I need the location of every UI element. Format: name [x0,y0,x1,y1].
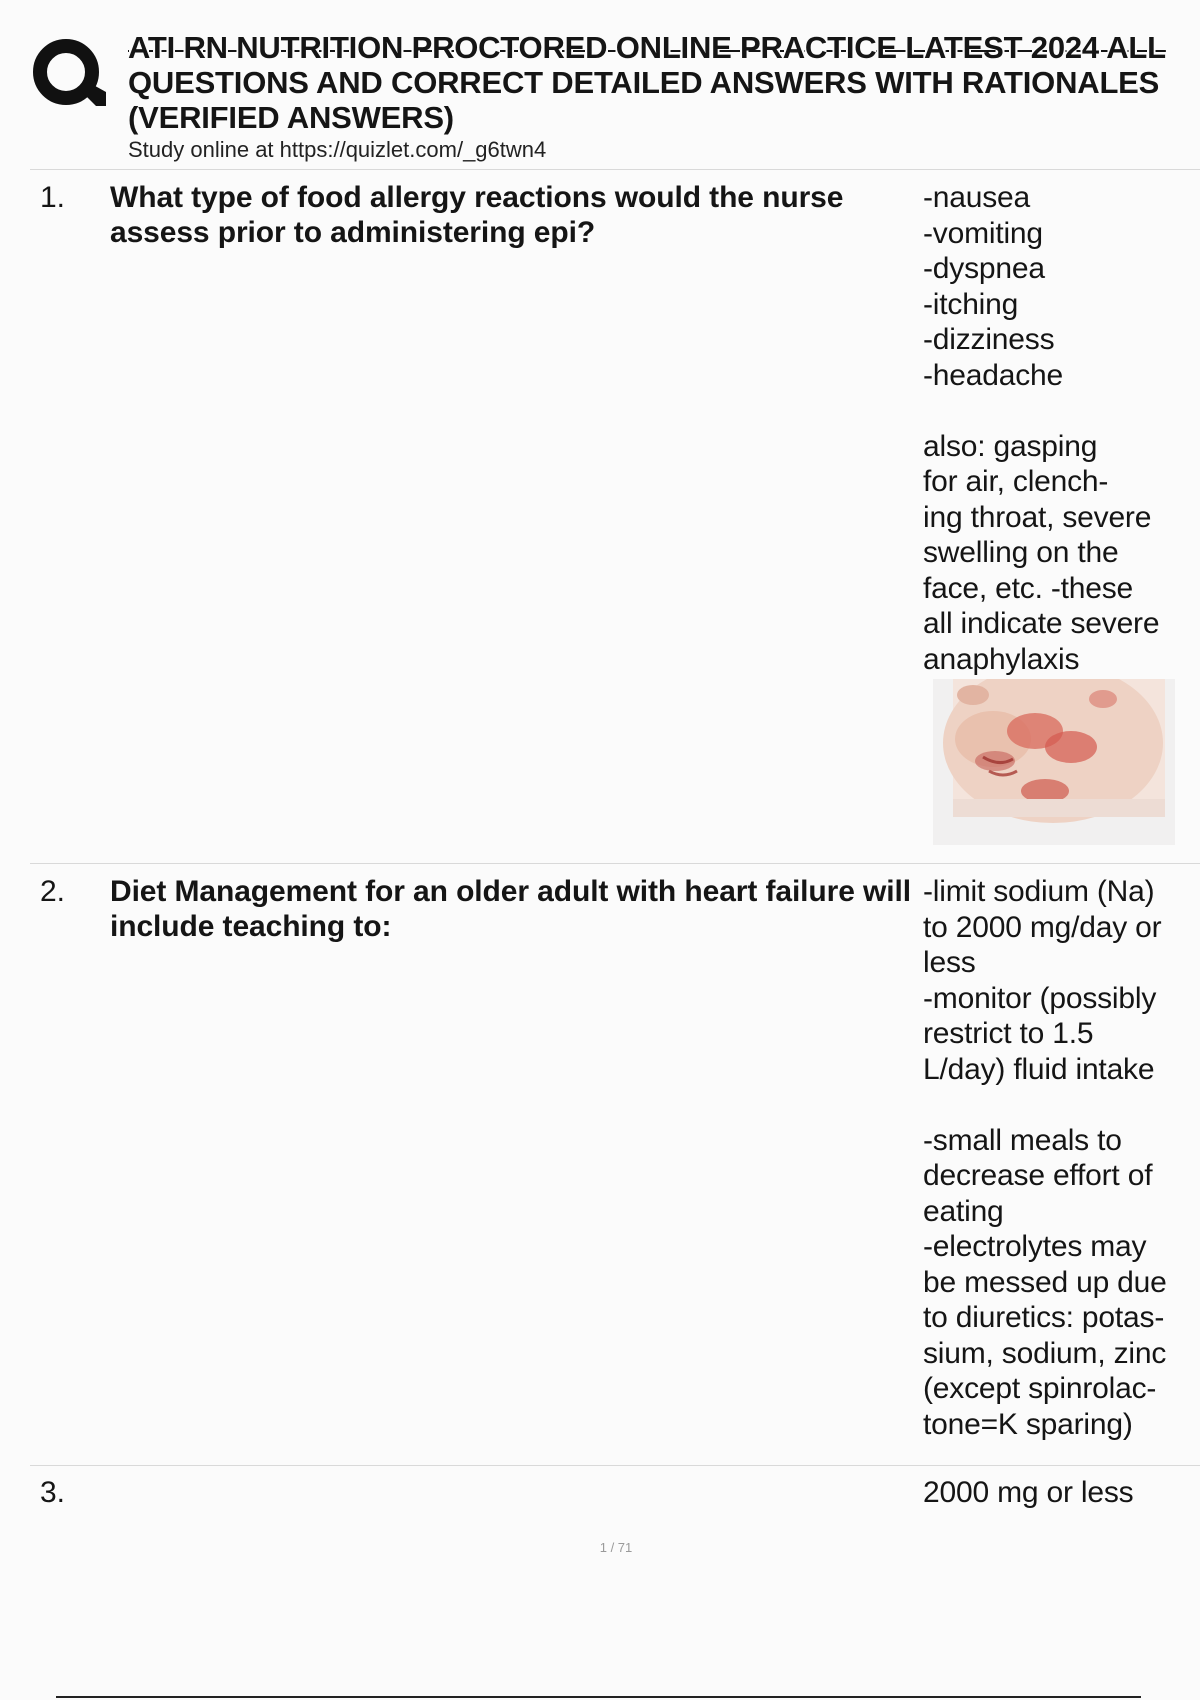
header-divider [30,169,1200,170]
title-line-2: QUESTIONS AND CORRECT DETAILED ANSWERS WITH RATIONALES [128,65,1160,100]
title-line-3: (VERIFIED ANSWERS) [128,100,454,135]
card-number: 3. [40,1476,66,1509]
card-number: 2. [40,875,66,908]
quizlet-logo-icon [30,36,108,114]
title-line-1: ATI RN NUTRITION PROCTORED ONLINE PRACTICE LATEST 2024 ALL [128,30,1166,65]
card-answer: -limit sodium (Na) to 2000 mg/day or less -monitor (possibly restrict to 1.5 L/day) fluid intake -small meals to decrease effort of eating -electrolytes may be messed up due to diuretics: potas- sium, sodium, zinc (except spinrolac- tone=K sparing) [923,875,1167,1441]
card-answer: -nausea -vomiting -dyspnea -itching -dizziness -headache also: gasping for air, clench- ing throat, severe swelling on the face, etc. -these all indicate severe anaphylaxis [923,181,1160,676]
allergic-rash-photo [933,679,1175,845]
card-number: 1. [40,181,66,214]
study-online-link[interactable]: Study online at https://quizlet.com/_g6twn4 [128,137,547,162]
card-question: What type of food allergy reactions would the nurse assess prior to administering epi? [110,181,844,249]
card-question: Diet Management for an older adult with heart failure will include teaching to: [110,875,911,943]
bottom-divider [56,1696,1141,1698]
card-divider [30,863,1200,864]
page-number: 1 / 71 [599,1540,633,1555]
card-divider [30,1465,1200,1466]
page-title [128,30,1200,140]
card-answer: 2000 mg or less [923,1476,1134,1509]
